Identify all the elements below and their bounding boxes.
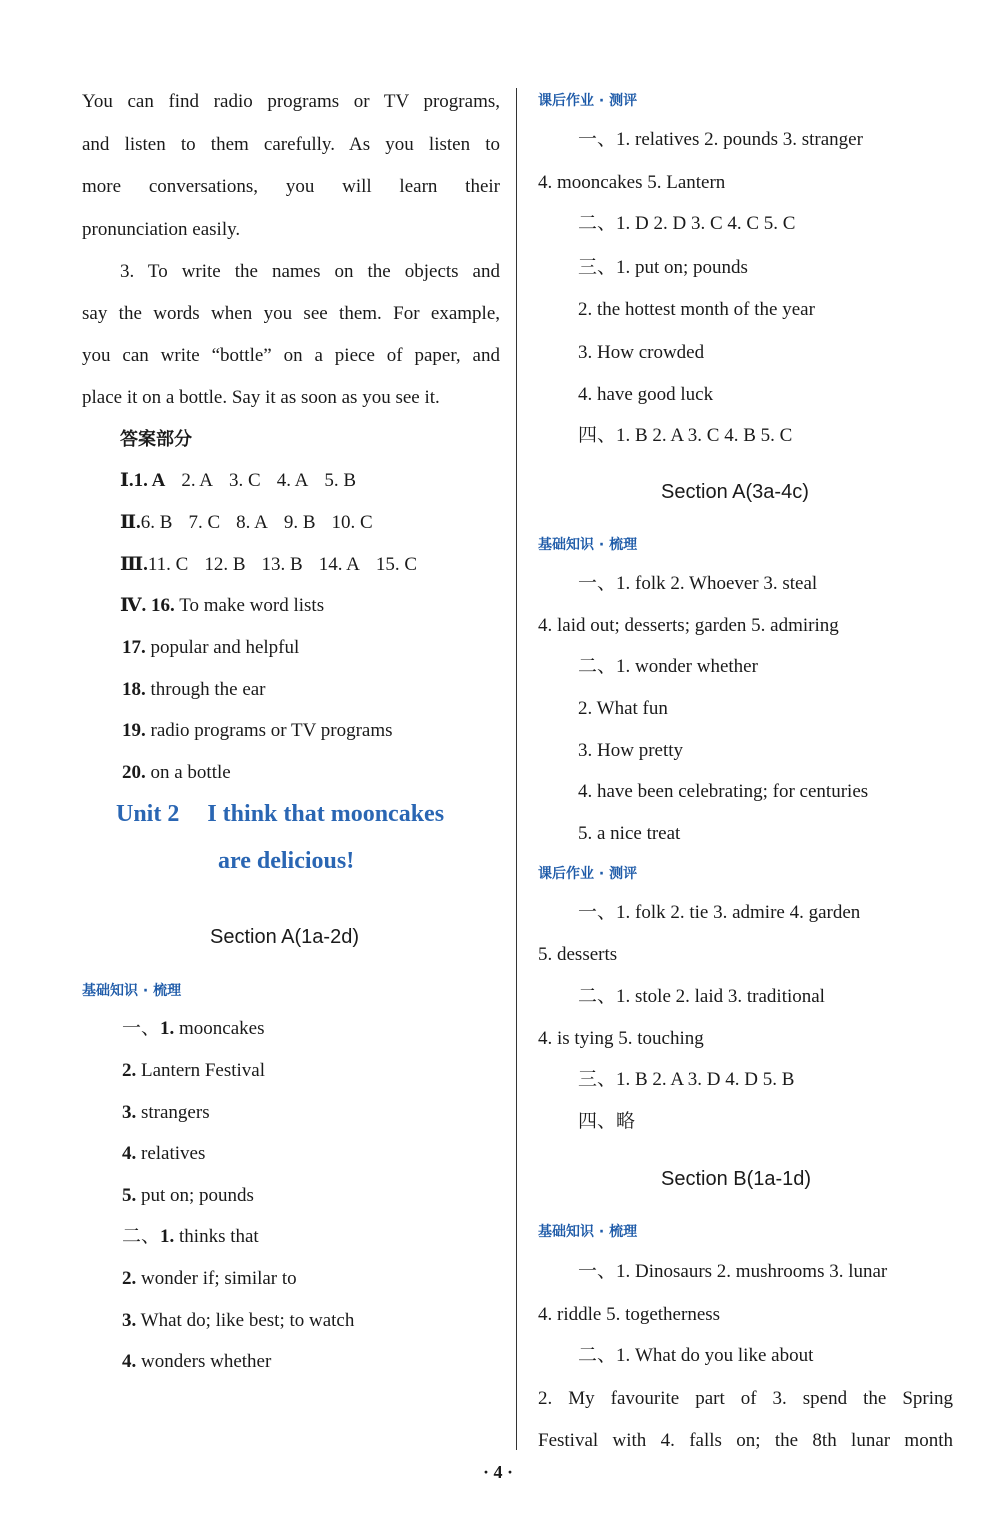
list-item: 4. relatives bbox=[122, 1143, 206, 1164]
answer-line: 4. riddle 5. togetherness bbox=[538, 1304, 721, 1325]
list-item: 二、1. thinks that bbox=[122, 1226, 259, 1247]
list-item: 4. wonders whether bbox=[122, 1351, 272, 1372]
answer-line: 3. How crowded bbox=[578, 342, 705, 363]
list-item: 5. put on; pounds bbox=[122, 1185, 254, 1206]
section-tag: 基础知识 · 梳理 bbox=[538, 1224, 638, 1240]
list-item: 2. wonder if; similar to bbox=[122, 1268, 297, 1289]
unit-title-line1: Unit 2 I think that mooncakes bbox=[116, 801, 445, 827]
list-item: 一、1. mooncakes bbox=[122, 1018, 265, 1039]
answer-line: 二、1. stole 2. laid 3. traditional bbox=[578, 986, 825, 1007]
answer-line: 三、1. B 2. A 3. D 4. D 5. B bbox=[578, 1069, 795, 1090]
answer-line: 4. have good luck bbox=[578, 384, 714, 405]
list-item: 3. What do; like best; to watch bbox=[122, 1310, 355, 1331]
para1-line: You can find radio programs or TV programs, bbox=[82, 91, 500, 112]
answer-line: 4. mooncakes 5. Lantern bbox=[538, 172, 726, 193]
answer-row: Ⅱ.6. B 7. C 8. A 9. B 10. C bbox=[120, 512, 373, 533]
answer-line: 4. have been celebrating; for centuries bbox=[578, 781, 869, 802]
page-number: · 4 · bbox=[482, 1462, 513, 1482]
para2-line: say the words when you see them. For example, bbox=[82, 303, 500, 324]
answer-line: 二、1. What do you like about bbox=[578, 1345, 814, 1366]
answer-line: 5. desserts bbox=[538, 944, 618, 965]
answer-heading: 答案部分 bbox=[120, 429, 192, 450]
answer-line: 三、1. put on; pounds bbox=[578, 257, 748, 278]
answer-row: 20. on a bottle bbox=[122, 762, 231, 783]
answer-row: 18. through the ear bbox=[122, 679, 266, 700]
answer-line: 2. the hottest month of the year bbox=[578, 299, 815, 320]
para1-line: more conversations, you will learn their bbox=[82, 176, 500, 197]
section-title: Section B(1a-1d) bbox=[661, 1168, 812, 1190]
section-tag: 基础知识 · 梳理 bbox=[538, 537, 638, 553]
answer-line: 一、1. folk 2. tie 3. admire 4. garden bbox=[578, 902, 861, 923]
section-tag: 课后作业 · 测评 bbox=[538, 93, 638, 109]
answer-line: 4. is tying 5. touching bbox=[538, 1028, 704, 1049]
answer-line: 四、1. B 2. A 3. C 4. B 5. C bbox=[578, 425, 793, 446]
section-tag: 课后作业 · 测评 bbox=[538, 866, 638, 882]
answer-line: 一、1. Dinosaurs 2. mushrooms 3. lunar bbox=[578, 1261, 888, 1282]
unit-title-line2: are delicious! bbox=[218, 848, 355, 874]
answer-line: 4. laid out; desserts; garden 5. admiring bbox=[538, 615, 839, 636]
section-title: Section A(1a-2d) bbox=[210, 926, 359, 948]
answer-row: Ⅲ.11. C 12. B 13. B 14. A 15. C bbox=[120, 554, 418, 575]
answer-line: 四、略 bbox=[578, 1111, 636, 1132]
answer-line: 5. a nice treat bbox=[578, 823, 681, 844]
answer-line: 2. What fun bbox=[578, 698, 668, 719]
section-tag: 基础知识 · 梳理 bbox=[82, 983, 182, 999]
answer-row: Ⅰ.1. A 2. A 3. C 4. A 5. B bbox=[120, 470, 357, 491]
answer-line: 二、1. D 2. D 3. C 4. C 5. C bbox=[578, 213, 796, 234]
para2-line: you can write “bottle” on a piece of paper, and bbox=[82, 345, 500, 366]
section-title: Section A(3a-4c) bbox=[661, 481, 809, 503]
answer-line: Festival with 4. falls on; the 8th lunar month bbox=[538, 1430, 953, 1451]
list-item: 2. Lantern Festival bbox=[122, 1060, 265, 1081]
answer-line: 2. My favourite part of 3. spend the Spring bbox=[538, 1388, 953, 1409]
answer-row: Ⅳ. 16. To make word lists bbox=[120, 595, 325, 616]
para1-line: and listen to them carefully. As you listen to bbox=[82, 134, 500, 155]
answer-line: 3. How pretty bbox=[578, 740, 684, 761]
answer-row: 19. radio programs or TV programs bbox=[122, 720, 393, 741]
answer-line: 一、1. relatives 2. pounds 3. stranger bbox=[578, 129, 863, 150]
para2-line: 3. To write the names on the objects and bbox=[120, 261, 500, 282]
answer-row: 17. popular and helpful bbox=[122, 637, 300, 658]
column-divider bbox=[516, 88, 517, 1450]
para2-line: place it on a bottle. Say it as soon as you see it. bbox=[82, 387, 440, 408]
answer-line: 一、1. folk 2. Whoever 3. steal bbox=[578, 573, 818, 594]
para1-line: pronunciation easily. bbox=[82, 219, 241, 240]
list-item: 3. strangers bbox=[122, 1102, 210, 1123]
answer-line: 二、1. wonder whether bbox=[578, 656, 758, 677]
